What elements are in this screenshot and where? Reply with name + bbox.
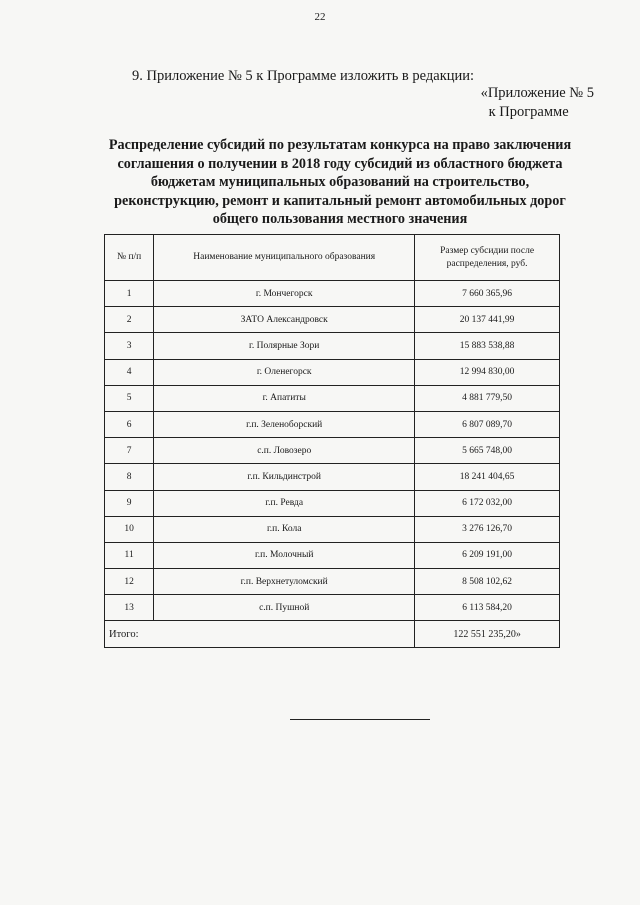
header-amount: Размер субсидии после распределения, руб. [415,235,560,281]
table-header-row [105,235,560,281]
total-row [105,621,560,647]
title-line: Распределение субсидий по результатам конкурса на право заключения [108,137,572,153]
row-number: 10 [105,516,154,542]
row-municipality: г.п. Кильдинстрой [154,464,415,490]
row-amount: 6 113 584,20 [415,595,560,621]
table-row [105,438,560,464]
appendix-reference-line1: «Приложение № 5 [480,85,594,101]
table-row [105,516,560,542]
table-row [105,385,560,411]
row-number: 7 [105,438,154,464]
document-title [70,136,610,229]
total-label: Итого: [105,621,415,647]
table-row [105,359,560,385]
row-amount: 8 508 102,62 [415,569,560,595]
header-number: № п/п [105,235,154,281]
row-amount: 5 665 748,00 [415,438,560,464]
row-amount: 18 241 404,65 [415,464,560,490]
row-number: 6 [105,411,154,437]
table-row [105,490,560,516]
row-municipality: г. Оленегорск [154,359,415,385]
title-line: бюджетам муниципальных образований на строительство, [150,174,530,190]
row-amount: 6 209 191,00 [415,542,560,568]
row-amount: 15 883 538,88 [415,333,560,359]
row-number: 1 [105,281,154,307]
appendix-reference-line2: к Программе [488,104,569,120]
row-number: 2 [105,307,154,333]
intro-paragraph: 9. Приложение № 5 к Программе изложить в редакции: [132,68,475,84]
row-amount: 3 276 126,70 [415,516,560,542]
row-amount: 6 172 032,00 [415,490,560,516]
row-municipality: с.п. Пушной [154,595,415,621]
total-amount: 122 551 235,20» [415,621,560,647]
row-amount: 7 660 365,96 [415,281,560,307]
page-number: 22 [314,11,326,23]
row-municipality: г.п. Зеленоборский [154,411,415,437]
row-number: 3 [105,333,154,359]
row-number: 9 [105,490,154,516]
header-municipality: Наименование муниципального образования [154,235,415,281]
table-body [105,281,560,621]
row-number: 8 [105,464,154,490]
table-row [105,307,560,333]
row-number: 11 [105,542,154,568]
table-row [105,411,560,437]
table-row [105,333,560,359]
row-amount: 4 881 779,50 [415,385,560,411]
row-number: 12 [105,569,154,595]
row-municipality: г. Апатиты [154,385,415,411]
row-number: 4 [105,359,154,385]
title-line: общего пользования местного значения [212,211,468,227]
row-municipality: г. Мончегорск [154,281,415,307]
title-line: реконструкцию, ремонт и капитальный ремонт автомобильных дорог [114,192,566,209]
table-row [105,464,560,490]
appendix-reference [481,84,594,122]
table-row [105,542,560,568]
table-row [105,569,560,595]
table-row [105,595,560,621]
row-amount: 12 994 830,00 [415,359,560,385]
separator-line [290,719,430,720]
row-municipality: г.п. Верхнетуломский [154,569,415,595]
subsidy-table [104,234,560,648]
row-municipality: г.п. Кола [154,516,415,542]
row-municipality: г.п. Ревда [154,490,415,516]
row-municipality: ЗАТО Александровск [154,307,415,333]
row-amount: 20 137 441,99 [415,307,560,333]
row-municipality: с.п. Ловозеро [154,438,415,464]
row-amount: 6 807 089,70 [415,411,560,437]
row-municipality: г. Полярные Зори [154,333,415,359]
table-row [105,281,560,307]
row-number: 13 [105,595,154,621]
row-number: 5 [105,385,154,411]
row-municipality: г.п. Молочный [154,542,415,568]
title-line: соглашения о получении в 2018 году субсидий из областного бюджета [117,155,563,172]
